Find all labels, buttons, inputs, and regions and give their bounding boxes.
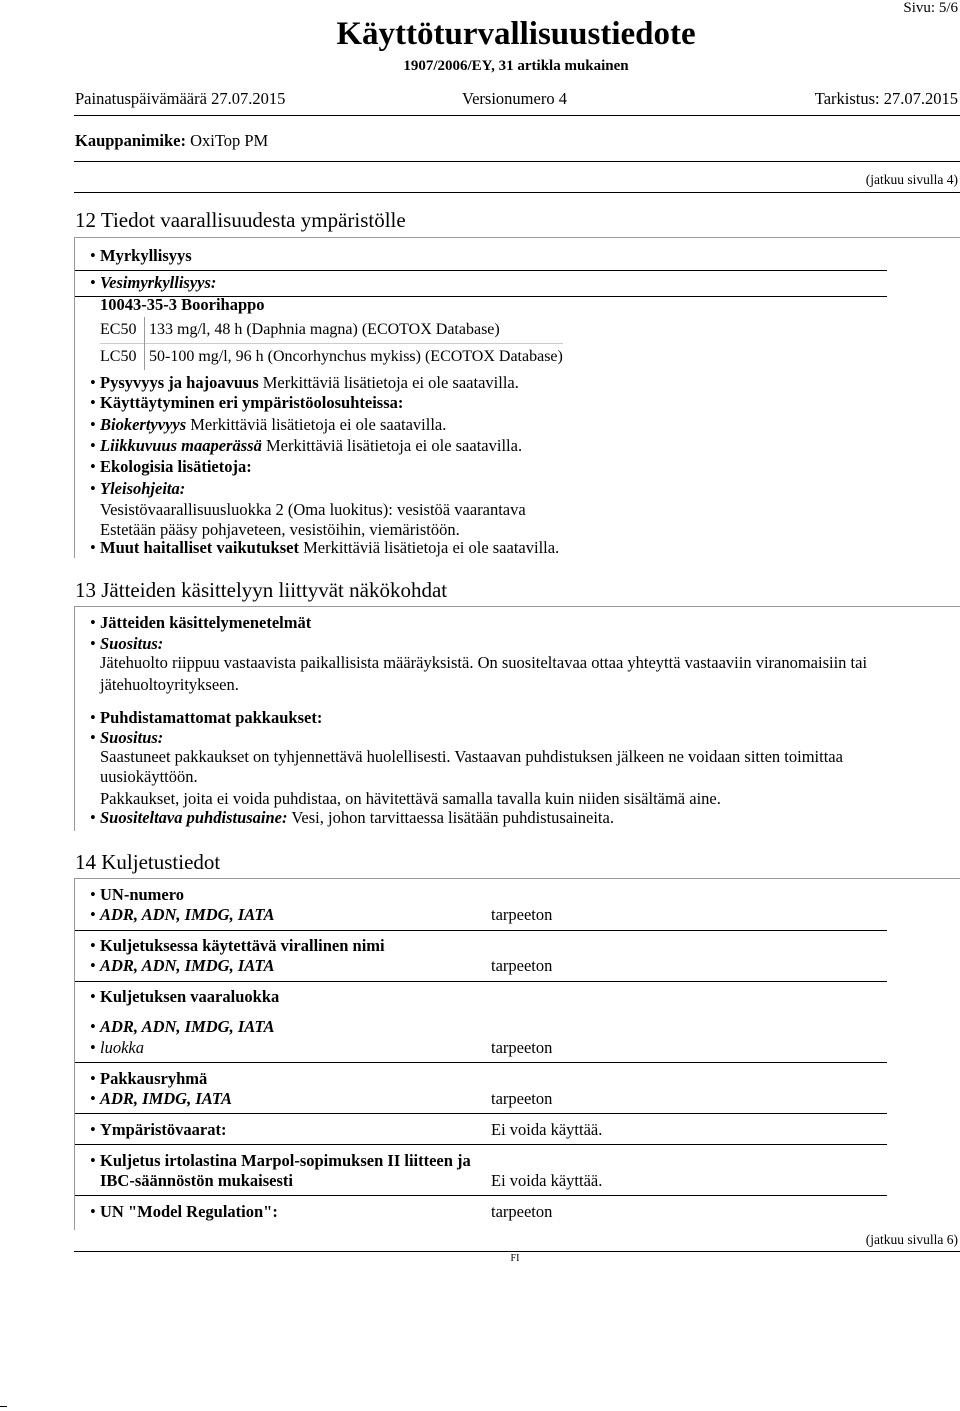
section-12-title: 12 Tiedot vaarallisuudesta ympäristölle — [75, 208, 406, 232]
packaging-text-line-3: Pakkaukset, joita ei voida puhdistaa, on hävitettävä samalla tavalla kuin niiden sisältämä aine. — [100, 789, 721, 808]
disposal-text-line-2: jätehuoltoyritykseen. — [100, 675, 239, 694]
groundwater-note: Estetään pääsy pohjaveteen, vesistöihin, viemäristöön. — [100, 520, 460, 539]
packing-group-modes: • ADR, IMDG, IATA — [100, 1089, 232, 1109]
section-12-box — [74, 237, 960, 558]
section-14-title: 14 Kuljetustiedot — [75, 850, 221, 874]
water-hazard-class: Vesistövaarallisuusluokka 2 (Oma luokitus): vesistöä vaarantava — [100, 500, 526, 519]
trade-name: Kauppanimike: OxiTop PM — [75, 131, 269, 150]
bulk-transport-label-2: IBC-säännöstön mukaisesti — [100, 1171, 294, 1190]
mobility-line: • Liikkuvuus maaperässä Merkittäviä lisätietoja ei ole saatavilla. — [100, 436, 522, 456]
row-divider — [75, 1113, 887, 1114]
eco-info-heading: • Ekologisia lisätietoja: — [100, 457, 252, 477]
disposal-methods-heading: • Jätteiden käsittelymenetelmät — [100, 613, 311, 633]
version-number: Versionumero 4 — [462, 89, 567, 108]
shipping-name-value: tarpeeton — [491, 956, 553, 975]
section-13-title: 13 Jätteiden käsittelyyn liittyvät näkökohdat — [75, 578, 448, 602]
print-date: Painatuspäivämäärä 27.07.2015 — [75, 89, 286, 108]
section-13-box — [74, 606, 960, 831]
revision-date: Tarkistus: 27.07.2015 — [814, 89, 958, 108]
bioaccumulation-line: • Biokertyvyys Merkittäviä lisätietoja ei ole saatavilla. — [100, 415, 446, 435]
toxicity-table — [100, 317, 563, 370]
substance-name: 10043-35-3 Boorihappo — [100, 295, 265, 314]
trade-name-divider — [74, 161, 960, 162]
shipping-name-heading: • Kuljetuksessa käytettävä virallinen nimi — [100, 936, 385, 956]
row-divider — [75, 1195, 887, 1196]
packing-group-heading: • Pakkausryhmä — [100, 1069, 207, 1089]
cleaning-agent-line: • Suositeltava puhdistusaine: Vesi, johon tarvittaessa lisätään puhdistusaineita. — [100, 808, 614, 828]
toxicity-type: LC50 — [100, 344, 145, 371]
un-number-modes: • ADR, ADN, IMDG, IATA — [100, 905, 275, 925]
continued-divider — [74, 192, 960, 193]
bulk-transport-value: Ei voida käyttää. — [491, 1171, 603, 1190]
table-row — [100, 317, 563, 344]
packaging-recommendation-label: • Suositus: — [100, 728, 163, 748]
regulation-subtitle: 1907/2006/EY, 31 artikla mukainen — [403, 58, 629, 74]
toxicity-divider — [75, 270, 887, 271]
row-divider — [75, 1144, 887, 1145]
row-divider — [75, 1062, 887, 1063]
general-notes-label: • Yleisohjeita: — [100, 479, 185, 499]
hazard-class-sub-label: • luokka — [100, 1038, 144, 1058]
hazard-class-modes: • ADR, ADN, IMDG, IATA — [100, 1017, 275, 1037]
toxicity-value: 50-100 mg/l, 96 h (Oncorhynchus mykiss) (ECOTOX Database) — [145, 344, 563, 371]
language-code: FI — [510, 1253, 520, 1264]
model-regulation-label: • UN "Model Regulation": — [100, 1202, 278, 1222]
section-14-box — [74, 878, 960, 1230]
toxicity-heading: • Myrkyllisyys — [100, 246, 192, 266]
row-divider — [75, 981, 887, 982]
packaging-text-line-1: Saastuneet pakkaukset on tyhjennettävä huolellisesti. Vastaavan puhdistuksen jälkeen ne voidaan sitten toimittaa — [100, 747, 843, 766]
footer-divider — [74, 1251, 960, 1252]
un-number-heading: • UN-numero — [100, 885, 184, 905]
toxicity-value: 133 mg/l, 48 h (Daphnia magna) (ECOTOX Database) — [145, 317, 563, 344]
row-divider — [75, 930, 887, 931]
shipping-name-modes: • ADR, ADN, IMDG, IATA — [100, 956, 275, 976]
other-effects-line: • Muut haitalliset vaikutukset Merkittäviä lisätietoja ei ole saatavilla. — [100, 538, 559, 558]
document-title: Käyttöturvallisuustiedote — [336, 16, 696, 52]
uncleaned-packaging-heading: • Puhdistamattomat pakkaukset: — [100, 708, 322, 728]
behaviour-heading: • Käyttäytyminen eri ympäristöolosuhteissa: — [100, 393, 403, 413]
packaging-text-line-2: uusiokäyttöön. — [100, 767, 198, 786]
bulk-transport-label-1: • Kuljetus irtolastina Marpol-sopimuksen II liitteen ja — [100, 1151, 471, 1171]
packing-group-value: tarpeeton — [491, 1089, 553, 1108]
aquatic-toxicity-label: • Vesimyrkyllisyys: — [100, 273, 216, 293]
header-divider — [74, 115, 960, 116]
environmental-hazards-label: • Ympäristövaarat: — [100, 1120, 226, 1140]
environmental-hazards-value: Ei voida käyttää. — [491, 1120, 603, 1139]
continued-from-note: (jatkuu sivulla 4) — [865, 172, 958, 187]
un-number-value: tarpeeton — [491, 905, 553, 924]
toxicity-type: EC50 — [100, 321, 137, 338]
persistence-line: • Pysyvyys ja hajoavuus Merkittäviä lisätietoja ei ole saatavilla. — [100, 373, 519, 393]
hazard-class-value: tarpeeton — [491, 1038, 553, 1057]
recommendation-label: • Suositus: — [100, 634, 163, 654]
hazard-class-heading: • Kuljetuksen vaaraluokka — [100, 987, 279, 1007]
model-regulation-value: tarpeeton — [491, 1202, 553, 1221]
page-number: Sivu: 5/6 — [903, 0, 958, 16]
continued-to-note: (jatkuu sivulla 6) — [865, 1232, 958, 1247]
disposal-text-line-1: Jätehuolto riippuu vastaavista paikallisista määräyksistä. On suositeltavaa ottaa yhteyttä vastaaviin viranomaisiin tai — [100, 653, 868, 672]
page-corner-mark — [0, 1406, 7, 1407]
table-row — [100, 344, 563, 371]
